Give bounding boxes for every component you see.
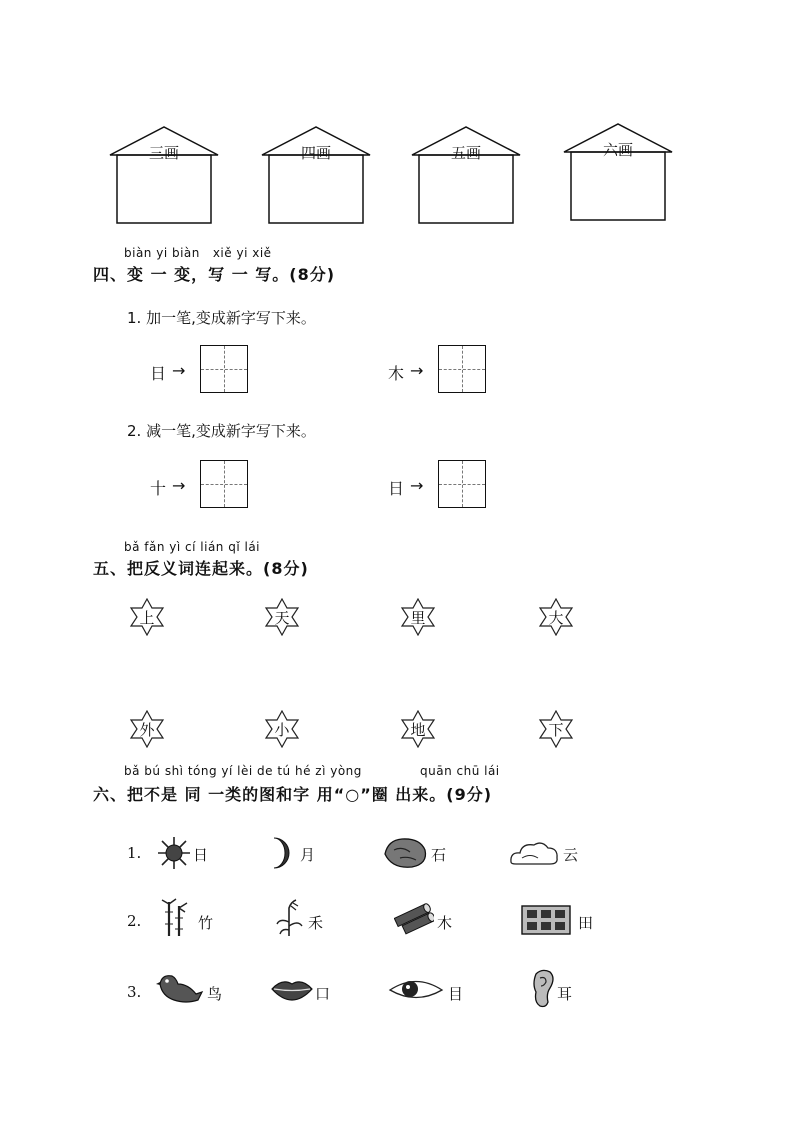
star-word: 天 — [274, 609, 290, 627]
field-icon[interactable] — [520, 902, 572, 936]
pic-char: 竹 — [198, 914, 214, 932]
pic-char: 日 — [193, 846, 209, 864]
house-outline — [260, 125, 372, 225]
q2-char-2: 日 — [388, 479, 405, 498]
star-word: 大 — [548, 609, 564, 627]
q2-char-1: 十 — [150, 479, 167, 498]
house-4-strokes — [260, 125, 372, 225]
house-label: 六画 — [602, 141, 633, 159]
section4-heading: 四、变 一 变，写 一 写。(8分) — [93, 265, 336, 284]
star-word: 上 — [139, 609, 155, 627]
section6-pinyin: bǎ bú shì tóng yí lèi de tú hé zì yòng — [124, 764, 362, 778]
row-number: 1. — [127, 844, 142, 862]
bamboo-icon[interactable] — [160, 898, 190, 938]
pic-char: 禾 — [308, 914, 324, 932]
wood-logs-icon[interactable] — [394, 900, 434, 936]
house-6-strokes — [562, 122, 674, 222]
pic-char: 田 — [578, 914, 594, 932]
mouth-icon[interactable] — [270, 976, 314, 1002]
house-outline — [108, 125, 220, 225]
pic-char: 口 — [315, 985, 331, 1003]
pic-char: 目 — [448, 985, 464, 1003]
arrow: → — [410, 361, 424, 380]
bird-icon[interactable] — [156, 970, 204, 1006]
star-word: 小 — [274, 721, 290, 739]
arrow: → — [410, 476, 424, 495]
writing-box[interactable] — [200, 460, 248, 508]
house-label: 三画 — [148, 144, 179, 162]
pic-char: 耳 — [557, 985, 573, 1003]
star-word-top-3[interactable] — [399, 598, 437, 636]
pic-char: 石 — [431, 846, 447, 864]
house-3-strokes — [108, 125, 220, 225]
sun-icon[interactable] — [157, 836, 191, 870]
section4-q2: 2. 减一笔,变成新字写下来。 — [127, 422, 316, 440]
cloud-icon[interactable] — [508, 838, 560, 868]
star-word: 地 — [410, 721, 426, 739]
section6-heading: 六、把不是 同 一类的图和字 用“○”圈 出来。(9分) — [93, 785, 493, 804]
star-word-top-2[interactable] — [263, 598, 301, 636]
row-number: 2. — [127, 912, 142, 930]
section4-q1: 1. 加一笔,变成新字写下来。 — [127, 309, 316, 327]
star-word-bottom-4[interactable] — [537, 710, 575, 748]
section6-pinyin-circle: quān chū lái — [420, 764, 500, 778]
writing-box[interactable] — [200, 345, 248, 393]
star-word-top-1[interactable] — [128, 598, 166, 636]
pic-char: 木 — [437, 914, 453, 932]
writing-box[interactable] — [438, 460, 486, 508]
section4-pinyin: biàn yi biàn xiě yi xiě — [124, 246, 272, 260]
rice-plant-icon[interactable] — [274, 898, 304, 938]
arrow: → — [172, 361, 186, 380]
house-label: 五画 — [450, 144, 481, 162]
house-label: 四画 — [300, 144, 331, 162]
house-outline — [410, 125, 522, 225]
q1-char-1: 日 — [150, 364, 167, 383]
arrow: → — [172, 476, 186, 495]
star-word-bottom-3[interactable] — [399, 710, 437, 748]
pic-char: 月 — [300, 846, 316, 864]
star-word: 外 — [139, 721, 155, 739]
house-5-strokes — [410, 125, 522, 225]
writing-box[interactable] — [438, 345, 486, 393]
eye-icon[interactable] — [388, 977, 444, 1003]
star-word: 里 — [410, 609, 426, 627]
q1-char-2: 木 — [388, 364, 405, 383]
pic-char: 云 — [563, 846, 579, 864]
star-word-top-4[interactable] — [537, 598, 575, 636]
section5-heading: 五、把反义词连起来。(8分) — [93, 559, 309, 578]
row-number: 3. — [127, 983, 142, 1001]
section5-pinyin: bǎ fǎn yì cí lián qǐ lái — [124, 540, 261, 554]
pic-char: 鸟 — [207, 985, 223, 1003]
star-word: 下 — [548, 721, 564, 739]
star-word-bottom-2[interactable] — [263, 710, 301, 748]
star-word-bottom-1[interactable] — [128, 710, 166, 748]
moon-icon[interactable] — [268, 836, 298, 870]
house-outline — [562, 122, 674, 222]
ear-icon[interactable] — [528, 968, 556, 1008]
rock-icon[interactable] — [382, 836, 428, 870]
